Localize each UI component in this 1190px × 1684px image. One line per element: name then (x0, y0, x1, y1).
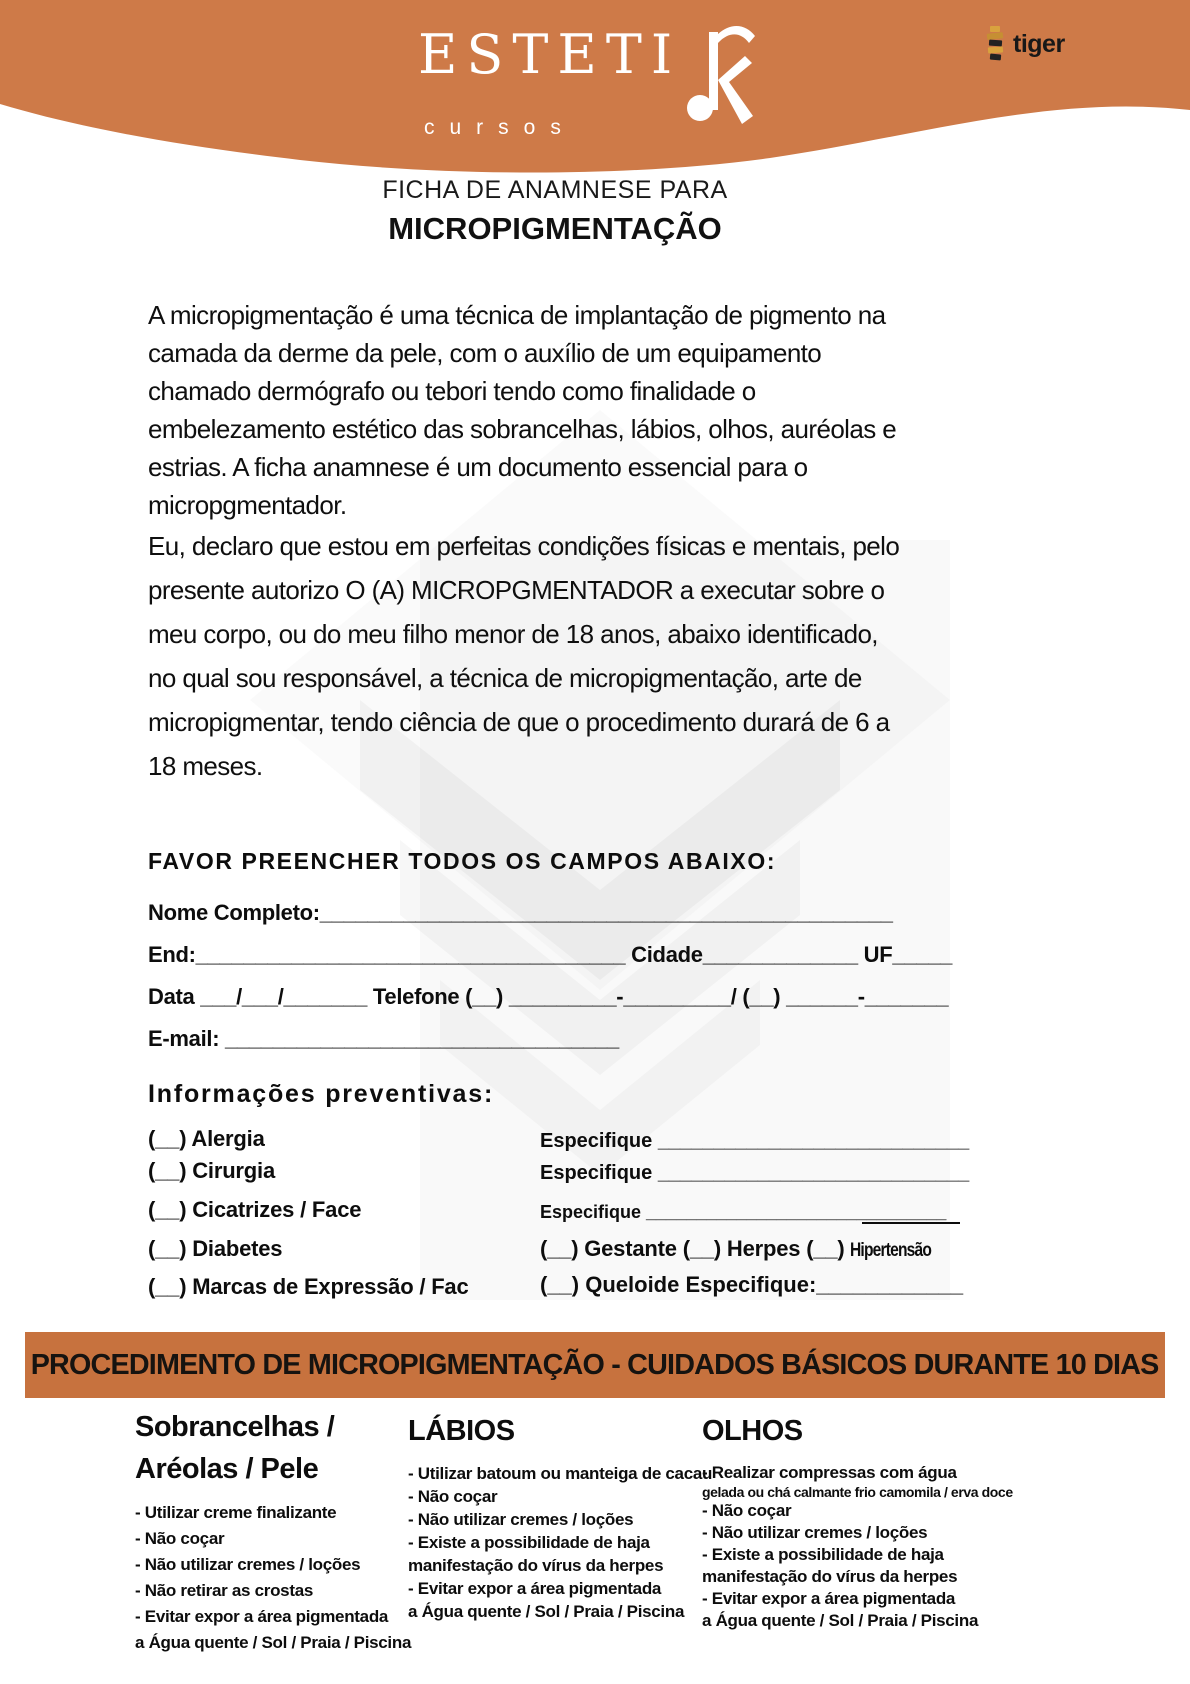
care-item: gelada ou chá calmante frio camomila / erva doce (702, 1484, 1013, 1500)
care-item: - Não coçar (135, 1529, 225, 1548)
field-endereco-cidade-uf: End:____________________________________ Cidade_____________ UF_____ (148, 942, 953, 967)
tiger-icon (982, 24, 1008, 64)
care-item: - Não coçar (702, 1501, 792, 1520)
preventive-heading: Informações preventivas: (148, 1080, 495, 1108)
field-email: E-mail: _________________________________ (148, 1026, 619, 1051)
aftercare-column-olhos (702, 1410, 1013, 1632)
care-item: manifestação do vírus da herpes (408, 1556, 664, 1575)
paragraph-line: meu corpo, ou do meu filho menor de 18 anos, abaixo identificado, (148, 619, 878, 649)
column-title-line: Sobrancelhas / (135, 1411, 335, 1443)
care-item: - Evitar expor a área pigmentada (135, 1607, 389, 1626)
paragraph-line: embelezamento estético das sobrancelhas, lábios, olhos, auréolas e (148, 414, 897, 444)
care-item: - Utilizar batoum ou manteiga de cacau (408, 1464, 713, 1483)
care-items (135, 1500, 412, 1656)
checkbox-queloide-especifique: (__) Queloide Especifique:____________ (540, 1272, 964, 1297)
tiger-logo-text: tiger (1013, 29, 1065, 58)
intro-paragraph-2 (148, 524, 1008, 788)
procedure-banner (25, 1332, 1165, 1398)
hipertensao-blank-line (862, 1222, 960, 1224)
title-line-1: FICHA DE ANAMNESE PARA (382, 176, 728, 204)
care-items (702, 1462, 1013, 1632)
tiger-logo (982, 24, 1065, 64)
care-item: - Não utilizar cremes / loções (408, 1510, 634, 1529)
field-nome-completo: Nome Completo:________________________________________________ (148, 900, 893, 925)
care-item: - Não utilizar cremes / loções (135, 1555, 361, 1574)
paragraph-line: chamado dermógrafo ou tebori tendo como finalidade o (148, 376, 756, 406)
paragraph-line: A micropigmentação é uma técnica de implantação de pigmento na (148, 300, 886, 330)
care-item: - Não coçar (408, 1487, 498, 1506)
checkbox-diabetes: (__) Diabetes (148, 1236, 283, 1261)
checkbox-cirurgia: (__) Cirurgia (148, 1158, 275, 1183)
page-title (0, 176, 1110, 247)
care-item: a Água quente / Sol / Praia / Piscina (135, 1633, 412, 1652)
estetik-logo (418, 16, 761, 140)
care-item: manifestação do vírus da herpes (702, 1567, 958, 1586)
banner-title: PROCEDIMENTO DE MICROPIGMENTAÇÃO - CUIDADOS BÁSICOS DURANTE 10 DIAS (31, 1348, 1159, 1381)
checkbox-alergia: (__) Alergia (148, 1126, 265, 1151)
field-data-telefone: Data ___/___/_______ Telefone (__) _________-_________/ (__) ______-_______ (148, 984, 949, 1009)
paragraph-line: 18 meses. (148, 751, 263, 781)
column-title: LÁBIOS (408, 1415, 515, 1447)
estetik-logo-text: ESTETI (418, 23, 682, 86)
paragraph-line: estrias. A ficha anamnese é um documento essencial para o micropgmentador. (148, 452, 808, 520)
care-item: - Existe a possibilidade de haja (408, 1533, 650, 1552)
aftercare-column-labios (408, 1410, 713, 1623)
paragraph-line: Eu, declaro que estou em perfeitas condições físicas e mentais, pelo (148, 531, 900, 561)
checkbox-marcas-expressao: (__) Marcas de Expressão / Fac (148, 1274, 469, 1299)
checkbox-gestante-herpes-hipertensao (540, 1236, 949, 1262)
checkbox-cicatrizes-face: (__) Cicatrizes / Face (148, 1197, 362, 1222)
paragraph-line: camada da derme da pele, com o auxílio de um equipamento (148, 338, 822, 368)
title-line-2: MICROPIGMENTAÇÃO (388, 211, 722, 246)
intro-paragraph-1 (148, 296, 1008, 524)
care-item: a Água quente / Sol / Praia / Piscina (702, 1611, 979, 1630)
column-title-line: Aréolas / Pele (135, 1453, 319, 1485)
estetik-k-note-icon (683, 18, 761, 130)
paragraph-line: presente autorizo O (A) MICROPGMENTADOR a executar sobre o (148, 575, 885, 605)
form-instruction: FAVOR PREENCHER TODOS OS CAMPOS ABAIXO: (148, 848, 777, 874)
aftercare-column-sobrancelhas (135, 1406, 412, 1656)
care-item: - Utilizar creme finalizante (135, 1503, 337, 1522)
paragraph-line: micropigmentar, tendo ciência de que o procedimento durará de 6 a (148, 707, 890, 737)
especifique-line-3: Especifique ______________________________ (540, 1202, 947, 1222)
care-items (408, 1462, 713, 1623)
hipertensao-label: Hipertensão (850, 1240, 932, 1261)
column-title (135, 1406, 397, 1490)
care-item: - Existe a possibilidade de haja (702, 1545, 944, 1564)
care-item: - Evitar expor a área pigmentada (702, 1589, 956, 1608)
conditions-label: (__) Gestante (__) Herpes (__) (540, 1236, 851, 1261)
especifique-line-2: Especifique ____________________________ (540, 1162, 970, 1184)
column-title: OLHOS (702, 1415, 803, 1447)
especifique-line-1: Especifique ____________________________ (540, 1130, 970, 1152)
care-item: - Não retirar as crostas (135, 1581, 313, 1600)
care-item: - Não utilizar cremes / loções (702, 1523, 928, 1542)
estetik-logo-subtitle: cursos (424, 116, 576, 139)
paragraph-line: no qual sou responsável, a técnica de micropigmentação, arte de (148, 663, 862, 693)
care-item: - Evitar expor a área pigmentada (408, 1579, 662, 1598)
care-item: - Realizar compressas com água (702, 1463, 957, 1482)
care-item: a Água quente / Sol / Praia / Piscina (408, 1602, 685, 1621)
